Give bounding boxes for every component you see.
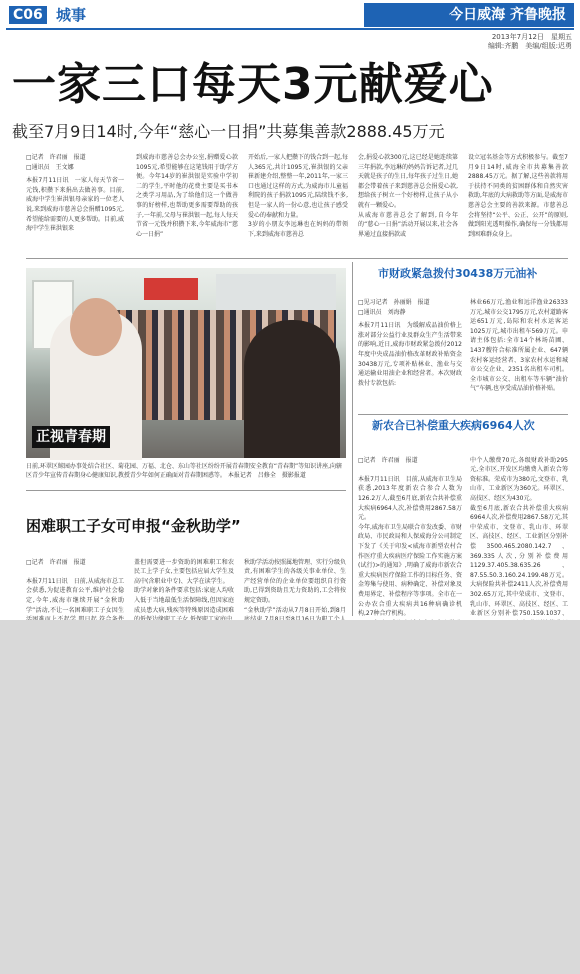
header-rule	[6, 28, 574, 30]
lead-column-5	[468, 153, 568, 253]
photo-bottom-rule	[26, 490, 346, 491]
lead-text-4b: 从威海市慈善总会了解到,自今年的“慈心一日捐”活动开展以来,社会各界通过直接捐款或	[358, 211, 458, 238]
masthead: 今日威海 齐鲁晚报	[364, 3, 574, 27]
blank-page-area	[0, 620, 580, 974]
lead-subhead: 截至7月9日14时,今年“慈心一日捐”共募集善款2888.45万元	[12, 122, 445, 141]
autumn-aid-column-1	[26, 548, 124, 616]
lead-text-3b: 3岁的小朋友李远琳也在妈妈的带领下,来到威海市慈善总	[248, 221, 348, 238]
autumn-aid-text-2: 盖但需要进一步资助的困难职工和农民工上学子女,主要包括应届大学生及高中(含职业中专)、大学在读学生。 助学对象的条件要求包括:家庭人均收入低于当地最低生活保障线,但因家庭成员患大病,残疾等特殊原因造成困难	[134, 558, 234, 614]
lead-text-1: 本报7月11日讯 一家人每天节省一元钱,积攒下来捐出去做善事。目前,威海中学生崔洪银母亲家的一位老人说,来到威海市慈善总会捐赠1095元,希望能给需要的人更多帮助。目前,威海中学生崔洪银来	[26, 177, 124, 233]
autumn-aid-text-3: 秋助学活动按照属地管理、实行分级负责,有困难学生的各级关事业单位、生产经营单位的企业单位要组织自行资助,已得到资助且无力资助的,工会将按规定资助。 “金秋助学”活动从7月8日开始,到8月	[244, 558, 347, 614]
lead-text-4: 会,捐爱心款300元,这已经是她连续第三年捐款,李远琳的妈妈告诉记者,过几天就是孩子的生日,每年孩子过生日,她都会带着孩子来到慈善总会捐爱心款,想给孩子树立一个好榜样,让孩子从小就有一颗爱心。	[358, 154, 458, 209]
photo-note	[26, 462, 346, 480]
fuel-subsidy-byline-correspondent: □通讯员 刘海静	[358, 308, 406, 316]
photo-young-man-head	[70, 298, 122, 356]
autumn-aid-byline: □记者 许君丽 报道	[26, 558, 86, 566]
section-name: 城事	[56, 6, 87, 24]
fuel-subsidy-text-2: 林业66万元,渔业和远洋渔业26333万元,城市公交1795万元,农村道路客运651万元,岛际和农村水运客运1025万元,城市出租车569万元。申请主体包括:全市14个林场苗圃、1437艘符合标准所属企业、647辆农村客运经营者、3家农村水运和城市公交企业、2351名出租车司机。全市城市公交、出租车等车辆“油价气”车辆,也享受成品油价格补贴。	[470, 299, 568, 393]
lead-text-2: 到威海市慈善总会办公室,捐赠爱心款1095元,希望能够在这笔钱用于助学方便。今年14岁的崔洪银是实验中学初二的学生,平时他的花费主要是买书本之类学习用品,为了给他们这一个做善事的好榜样,也帮助更多需要帮助的孩子,一年前,父母与崔洪银一起,每人每天节省一元钱并积攒下来,今年威海市“慈心一日捐”	[136, 154, 238, 238]
lead-text-3: 开始后,一家人把攒下的钱合到一起,每人365元,共计1095元,崔洪银的父亲崔新建介绍,整整一年,2011年,一家三口也通过这样的方式,为威海市儿童福利院的孩子捐款1095元,陆续钱不多,但是一家人的一份心意,也让孩子感受爱心的奉献和力量。	[248, 154, 348, 219]
medical-insurance-column-2	[470, 446, 568, 616]
page-code: C06	[9, 6, 47, 24]
lead-bottom-rule	[26, 258, 568, 259]
fuel-subsidy-title: 市财政紧急拨付30438万元油补	[378, 267, 538, 280]
fuel-subsidy-text-1: 本报7月11日讯 为缓解成品油价格上涨对部分公益行业及群众生产生活带来的影响,近日,威海市财政紧急拨付2012年度中央成品油价格改革财政补贴资金30438万元,专项补贴林业、渔业与交通运输业用油企业和经营者。本次财政拨付专款包括:	[358, 322, 462, 387]
staff-line: 编辑:齐鹏 美编/组版:迟勇	[487, 42, 572, 50]
fuel-subsidy-column-1	[358, 298, 462, 410]
autumn-aid-title: 困难职工子女可申报“金秋助学”	[26, 517, 241, 535]
autumn-aid-column-2	[134, 548, 234, 616]
lead-column-4	[358, 153, 458, 253]
fuel-subsidy-column-2	[470, 298, 568, 410]
medical-insurance-text-2: 中个人缴费70元,各级财政补助295元,全市区,开发区均缴费入新农合筹资标准。荣成市为380元,文登市、乳山市、工业新区为360元。环翠区、高技区、经区为430元。 截至6月底,新农合共补偿重大疾病6964人次,补偿费用2867.58万元,其中荣成市、文登市、乳山市、环翠区、高技区、经区、工业新区分别补偿3500.465.2080.142.7、369.335人次,分别补偿费用1129.37.405.38.635.26、87.55.50.3.160.24.199.48万元。大病保险共补偿2411人次,补偿费用302.65万元,其中荣成市、文登市、乳山市、环翠区、高技区、经区、工业新区分别补偿750.159.1037、	[470, 456, 568, 618]
photo-wall-banner	[144, 278, 198, 300]
lead-headline: 一家三口每天3元献爱心	[12, 59, 494, 110]
medical-insurance-text-1: 本报7月11日讯 目前,从威海市卫生局获悉,2013年度新农合参合人数为126.2万人,截至6月底,新农合共补偿重大疾病6964人次,补偿费用2867.58万元。 今年,威海市卫生局联合市发改委、市财政局、市民政局和人保威海分公司制定下发了《关于印发<威海市新型农村合作医疗重大疾病医疗保险工作实施方案(试行)>的通知》,明确了威海市新农合重大疾病医疗保险工作的目标任务、资金筹集与使用、病种确定、补偿对象及费用界定、补偿程序等事项。全市在一公办农合重大疾病共16种病确诊机构,27种合疗机构。	[358, 475, 462, 618]
lead-byline-reporter: □记者 许君丽 报道	[26, 154, 86, 161]
lead-column-1	[26, 153, 124, 253]
photo-speaker	[244, 320, 340, 458]
date-line: 2013年7月12日 星期五	[491, 33, 572, 41]
photo-credit: 本报记者 吕修全 摄影报道	[227, 472, 306, 479]
fuel-subsidy-byline-reporter: □见习记者 孙丽娟 报道	[358, 299, 430, 306]
side-divider	[358, 414, 568, 415]
lead-byline-correspondent: □通讯员 王文娜	[26, 163, 74, 171]
autumn-aid-column-3	[244, 548, 346, 616]
autumn-aid-text-1: 本报7月11日讯 日前,从威海市总工会获悉,为促进教育公平,维护社会稳定,今年,威海市继续开展“金秋助学”活动,不让一名困难职工子女因生	[26, 577, 124, 614]
photo-note-text: 日前,环翠区鲸园办事处结合社区、菊花园、万福、北仓、东山等社区纷纷开展青春期安全教育“青春期”等知识讲座,向辖区青少年宣传青春期身心健康知识,教授青少年如何正确面对青春期困惑等。	[26, 463, 343, 479]
medical-insurance-column-1	[358, 446, 462, 616]
lead-text-5: 设立冠名基金等方式积极参与。截至7月9日14时,威海全市共募集善款2888.45万元。据了解,这些善款将用于扶持不同类的贫困群体和自然灾害救助,年底的大病救助等方面,是威海市慈善总会主要的善款来源。市慈善总会将坚持“公平、公正、公开”的原则,做到阳光透明操作,确保每一分钱都用到困难群众身上。	[468, 154, 568, 238]
column-divider	[352, 262, 353, 616]
medical-insurance-byline: □记者 许君丽 报道	[358, 456, 418, 464]
medical-insurance-title: 新农合已补偿重大疾病6964人次	[372, 419, 535, 432]
photo-board	[216, 274, 336, 310]
photo-caption-title: 正视青春期	[32, 426, 110, 448]
lead-column-3	[248, 153, 348, 253]
lead-column-2	[136, 153, 238, 253]
